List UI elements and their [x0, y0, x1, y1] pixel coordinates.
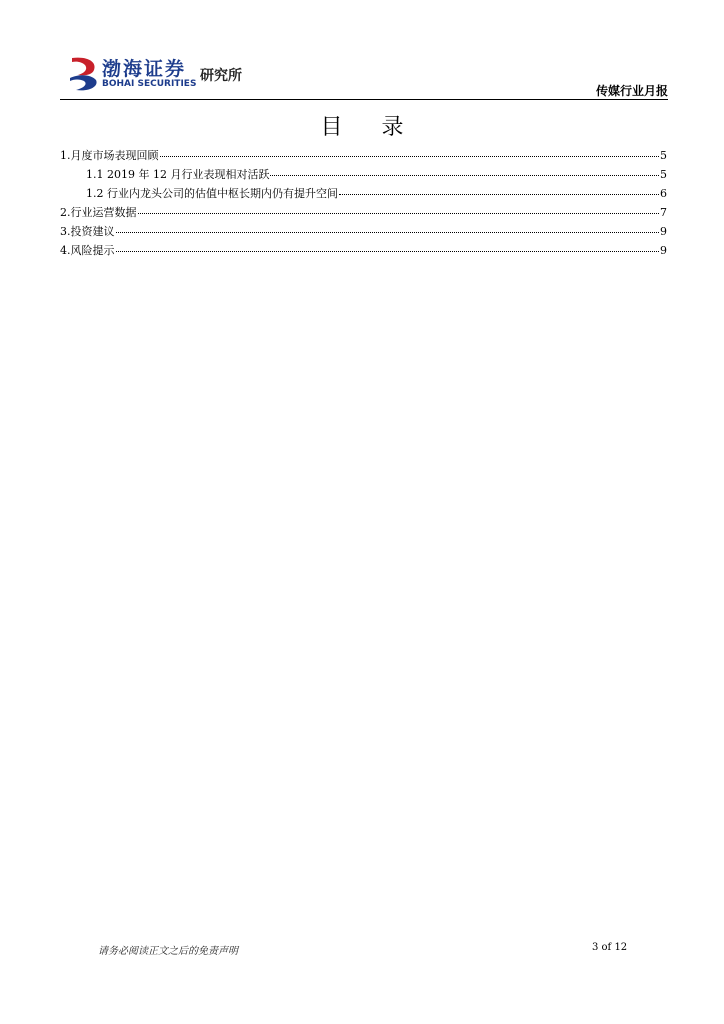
toc-entry-label: 4.风险提示	[60, 244, 115, 257]
toc-entry[interactable]	[60, 203, 667, 222]
toc-dot-leader	[270, 174, 659, 176]
toc-entry[interactable]	[60, 146, 667, 165]
toc-entry-page: 5	[660, 168, 667, 181]
toc-dot-leader	[116, 250, 660, 252]
toc-entry-label: 1.月度市场表现回顾	[60, 149, 159, 162]
disclaimer-note: 请务必阅读正文之后的免责声明	[98, 946, 238, 957]
toc-title: 目 录	[320, 115, 420, 140]
page-header	[60, 52, 668, 100]
toc-dot-leader	[160, 155, 660, 157]
toc-entry[interactable]	[60, 241, 667, 260]
bohai-logo-icon	[66, 56, 100, 92]
toc-dot-leader	[339, 193, 659, 195]
toc-dot-leader	[116, 231, 660, 233]
toc-entry-label: 1.1 2019 年 12 月行业表现相对活跃	[86, 168, 270, 181]
page-indicator: 3 of 12	[592, 942, 628, 953]
table-of-contents	[60, 146, 667, 260]
toc-dot-leader	[138, 212, 660, 214]
brand-name-cn: 渤海证券	[102, 58, 187, 80]
toc-entry-page: 5	[660, 149, 667, 162]
toc-entry-page: 7	[660, 206, 667, 219]
toc-entry-label: 3.投资建议	[60, 225, 115, 238]
toc-entry-label: 1.2 行业内龙头公司的估值中枢长期内仍有提升空间	[86, 187, 338, 200]
institute-label: 研究所	[200, 68, 242, 84]
toc-entry[interactable]	[60, 222, 667, 241]
report-type: 传媒行业月报	[595, 84, 668, 98]
toc-entry-page: 9	[660, 244, 667, 257]
toc-entry-page: 6	[660, 187, 667, 200]
header-divider	[60, 99, 668, 100]
toc-entry-label: 2.行业运营数据	[60, 206, 137, 219]
toc-entry[interactable]	[60, 184, 667, 203]
toc-entry[interactable]	[60, 165, 667, 184]
brand-name-en: BOHAI SECURITIES	[102, 79, 197, 89]
toc-entry-page: 9	[660, 225, 667, 238]
